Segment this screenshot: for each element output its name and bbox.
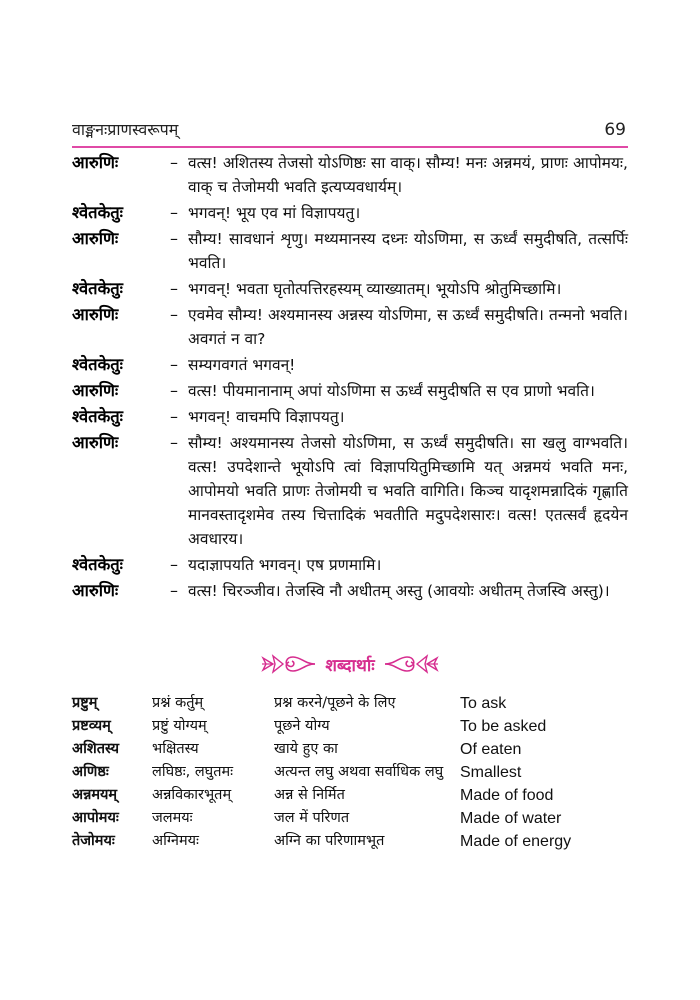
speech-text: सम्यगवगतं भगवन्!	[188, 356, 296, 374]
speech-text: एवमेव सौम्य! अश्यमानस्य अन्नस्य योऽणिमा, स ऊर्ध्वं समुदीषति। तन्मनो भवति। अवगतं न वा?	[188, 306, 628, 348]
dash-separator: –	[170, 407, 178, 426]
glossary-row	[72, 692, 628, 715]
glossary-row	[72, 807, 628, 830]
speech-text: यदाज्ञापयति भगवन्। एष प्रणमामि।	[188, 556, 382, 574]
dash-separator: –	[170, 279, 178, 298]
glossary-english: Made of energy	[460, 833, 572, 850]
glossary-english: Of eaten	[460, 741, 522, 758]
dialogue-line	[72, 553, 628, 577]
glossary-sanskrit: प्रश्नं कर्तुम्	[152, 695, 204, 711]
glossary-sanskrit: जलमयः	[152, 810, 193, 826]
glossary-word: अशितस्य	[72, 741, 120, 757]
glossary-hindi: पूछने योग्य	[274, 718, 330, 734]
dialogue-line	[72, 431, 628, 551]
dialogue-line	[72, 405, 628, 429]
flourish-right-icon	[383, 651, 441, 677]
glossary-sanskrit: अग्निमयः	[152, 833, 199, 849]
dialogue-line	[72, 201, 628, 225]
dialogue-line	[72, 303, 628, 351]
dialogue-line	[72, 579, 628, 603]
running-header	[72, 116, 628, 148]
glossary-hindi: अत्यन्त लघु अथवा सर्वाधिक लघु	[274, 764, 444, 780]
glossary-row	[72, 738, 628, 761]
speaker-name: श्वेतकेतुः	[72, 203, 124, 222]
glossary-hindi: प्रश्न करने/पूछने के लिए	[274, 695, 396, 711]
glossary-word: प्रष्टुम्	[72, 695, 98, 711]
speaker-name: आरुणिः	[72, 381, 119, 400]
glossary-word: प्रष्टव्यम्	[72, 718, 111, 734]
glossary-table	[72, 692, 628, 853]
chapter-title: वाङ्मनःप्राणस्वरूपम्	[72, 120, 179, 139]
dash-separator: –	[170, 203, 178, 222]
dash-separator: –	[170, 229, 178, 248]
glossary-hindi: अग्नि का परिणामभूत	[274, 833, 385, 849]
glossary-row	[72, 761, 628, 784]
glossary-row	[72, 830, 628, 853]
speaker-name: श्वेतकेतुः	[72, 279, 124, 298]
glossary-row	[72, 715, 628, 738]
glossary-english: Smallest	[460, 764, 522, 781]
glossary-word: तेजोमयः	[72, 833, 115, 849]
speaker-name: आरुणिः	[72, 433, 119, 452]
dialogue-line	[72, 379, 628, 403]
dash-separator: –	[170, 433, 178, 452]
speaker-name: आरुणिः	[72, 305, 119, 324]
glossary-sanskrit: प्रष्टुं योग्यम्	[152, 718, 207, 734]
speaker-name: श्वेतकेतुः	[72, 407, 124, 426]
dialogue-line	[72, 353, 628, 377]
section-banner	[230, 644, 470, 684]
dialogue-line	[72, 277, 628, 301]
glossary-word: आपोमयः	[72, 810, 119, 826]
speech-text: वत्स! चिरञ्जीव। तेजस्वि नौ अधीतम् अस्तु (आवयोः अधीतम् तेजस्वि अस्तु)।	[188, 582, 610, 600]
glossary-word: अणिष्ठः	[72, 764, 109, 780]
speaker-name: आरुणिः	[72, 229, 119, 248]
glossary-hindi: जल में परिणत	[274, 810, 350, 826]
dialogue-section	[72, 151, 628, 605]
speech-text: भगवन्! वाचमपि विज्ञापयतु।	[188, 408, 345, 426]
speaker-name: श्वेतकेतुः	[72, 355, 124, 374]
speaker-name: श्वेतकेतुः	[72, 555, 124, 574]
speech-text: भगवन्! भूय एव मां विज्ञापयतु।	[188, 204, 361, 222]
glossary-hindi: अन्न से निर्मित	[274, 787, 345, 803]
dash-separator: –	[170, 555, 178, 574]
speaker-name: आरुणिः	[72, 153, 119, 172]
glossary-sanskrit: लघिष्ठः, लघुतमः	[152, 764, 234, 780]
glossary-word: अन्नमयम्	[72, 787, 118, 803]
dash-separator: –	[170, 581, 178, 600]
speaker-name: आरुणिः	[72, 581, 119, 600]
speech-text: सौम्य! अश्यमानस्य तेजसो योऽणिमा, स ऊर्ध्वं समुदीषति। सा खलु वाग्भवति। वत्स! उपदेशान्ते भूयोऽपि त्वां विज्ञापयितुमिच्छामि यत् अन्नमयं भवति मनः, आपोमयो भवति प्राणः तेजोमयी च भवति वागिति। किञ्च यादृशमन्नादिकं गृह्णाति मानवस्तादृशमेव तस्य चित्तादिकं भवतीति मदुपदेशसारः। वत्स! एतत्सर्वं हृदयेन अवधारय।	[188, 434, 628, 548]
dash-separator: –	[170, 305, 178, 324]
dialogue-line	[72, 151, 628, 199]
glossary-row	[72, 784, 628, 807]
glossary-hindi: खाये हुए का	[274, 741, 338, 757]
dash-separator: –	[170, 381, 178, 400]
glossary-sanskrit: अन्नविकारभूतम्	[152, 787, 232, 803]
flourish-left-icon	[259, 651, 317, 677]
glossary-sanskrit: भक्षितस्य	[152, 741, 199, 757]
speech-text: भगवन्! भवता घृतोत्पत्तिरहस्यम् व्याख्यातम्। भूयोऽपि श्रोतुमिच्छामि।	[188, 280, 562, 298]
page-number: 69	[604, 120, 626, 140]
speech-text: वत्स! पीयमानानाम् अपां योऽणिमा स ऊर्ध्वं समुदीषति स एव प्राणो भवति।	[188, 382, 595, 400]
dash-separator: –	[170, 153, 178, 172]
speech-text: सौम्य! सावधानं शृणु। मथ्यमानस्य दध्नः योऽणिमा, स ऊर्ध्वं समुदीषति, तत्सर्पिः भवति।	[188, 230, 628, 272]
dialogue-line	[72, 227, 628, 275]
speech-text: वत्स! अशितस्य तेजसो योऽणिष्ठः सा वाक्। सौम्य! मनः अन्नमयं, प्राणः आपोमयः, वाक् च तेजोमयी भवति इत्यप्यवधार्यम्।	[188, 154, 628, 196]
glossary-english: Made of food	[460, 787, 554, 804]
section-title: शब्दार्थाः	[325, 655, 375, 676]
glossary-english: To ask	[460, 695, 507, 712]
glossary-english: Made of water	[460, 810, 562, 827]
dash-separator: –	[170, 355, 178, 374]
glossary-english: To be asked	[460, 718, 547, 735]
